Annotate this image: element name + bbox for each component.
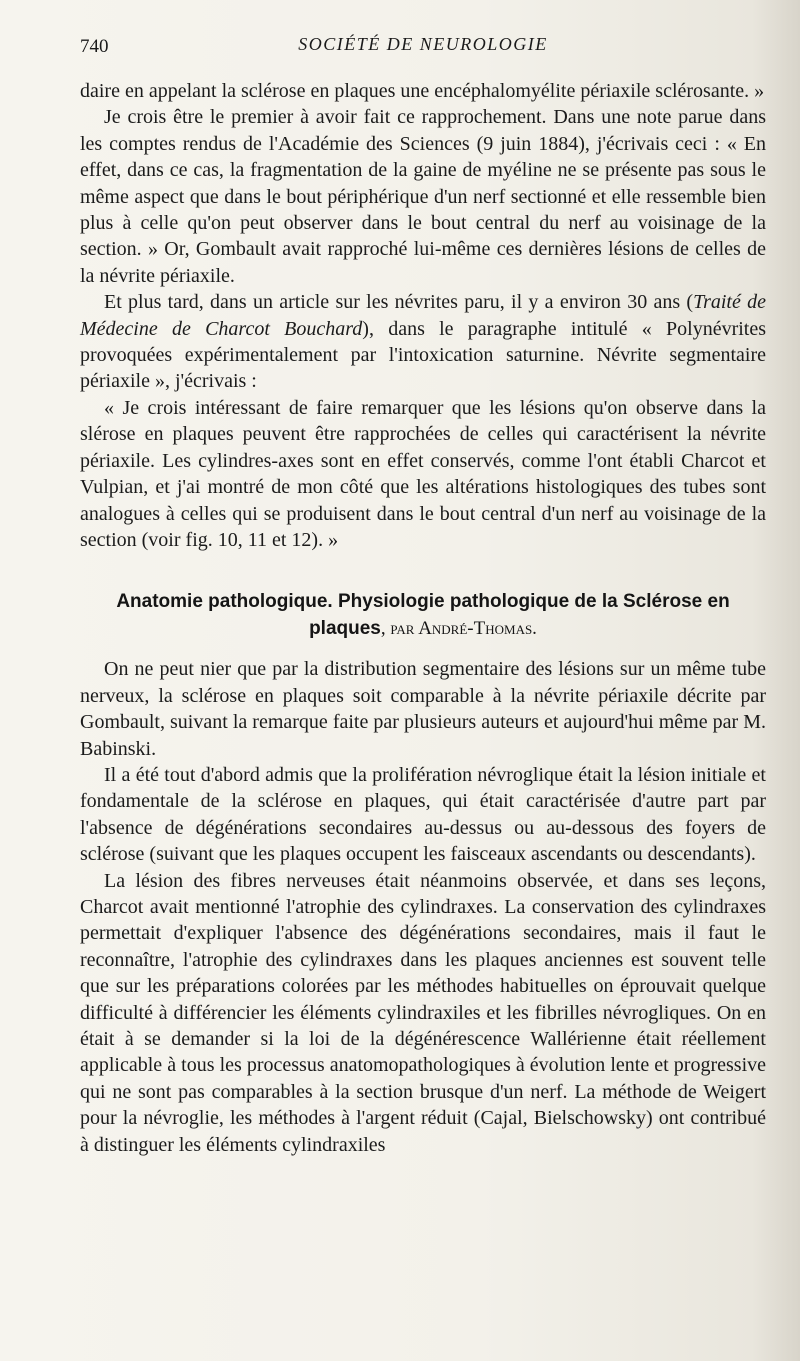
paragraph-6: Il a été tout d'abord admis que la prolifération névroglique était la lésion initiale et fondamentale de la sclérose en plaques, qui était caractérisée d'autre part par l'absence de dégénérations secondaires au-dessus ou au-dessous des foyers de sclérose (suivant que les plaques occupent les faisceaux ascendants ou descendants).	[80, 763, 766, 866]
paragraph-3-text-start: Et plus tard, dans un article sur les névrites paru, il y a environ 30 ans (	[104, 291, 694, 314]
section-heading	[80, 588, 766, 642]
page-header	[80, 34, 766, 64]
page-number: 740	[80, 36, 109, 57]
body-text	[80, 78, 766, 1158]
paragraph-3	[80, 289, 766, 395]
paragraph-2: Je crois être le premier à avoir fait ce rapprochement. Dans une note parue dans les comptes rendus de l'Académie des Sciences (9 juin 1884), j'écrivais ceci : « En effet, dans ce cas, la fragmentation de la gaine de myéline ne se présente pas sous le même aspect que dans le bout périphérique d'un nerf sectionné et elle ressemble bien plus à celle qu'on peut observer dans le bout central du nerf au voisinage de la section. » Or, Gombault avait rapproché lui-même ces dernières lésions de celles de la névrite périaxile.	[80, 106, 766, 287]
paragraph-3-text-end: ), dans le paragraphe intitulé « Polynévrites provoquées expérimentalement par l'intoxication saturnine. Névrite segmentaire périaxile », j'écrivais :	[80, 317, 766, 393]
section-author: André-Thomas.	[418, 618, 537, 640]
running-title: SOCIÉTÉ DE NEUROLOGIE	[298, 34, 548, 54]
section-title: Anatomie pathologique. Physiologie pathologique de la Sclérose en plaques	[116, 591, 730, 640]
paragraph-5: On ne peut nier que par la distribution segmentaire des lésions sur un même tube nerveux, la sclérose en plaques soit comparable à la névrite périaxile décrite par Gombault, suivant la remarque faite par plusieurs auteurs et aujourd'hui même par M. Babinski.	[80, 658, 766, 760]
paragraph-4-quotation: « Je crois intéressant de faire remarquer que les lésions qu'on observe dans la slérose en plaques peuvent être rapprochées de celles qui caractérisent la névrite périaxile. Les cylindres-axes sont en effet conservés, comme l'ont établi Charcot et Vulpian, et j'ai montré de mon côté que les altérations histologiques des tubes sont analogues à celles qui se produisent dans le bout central d'un nerf au voisinage de la section (voir fig. 10, 11 et 12). »	[80, 396, 766, 551]
paragraph-7: La lésion des fibres nerveuses était néanmoins observée, et dans ses leçons, Charcot avait mentionné l'atrophie des cylindraxes. La conservation des cylindraxes permettait d'expliquer l'absence des dégénérations secondaires, mais il faut le reconnaître, l'atrophie des cylindraxes dans les plaques anciennes est souvent telle que sur les préparations colorées par les méthodes habituelles on éprouvait quelque difficulté à différencier les éléments cylindraxiles et les fibrilles névrogliques. On en était à se demander si la loi de la dégénérescence Wallérienne était réellement applicable à tous les processus anatomopathologiques à évolution lente et progressive qui ne sont pas comparables à la section brusque d'un nerf. La méthode de Weigert pour la névroglie, les méthodes à l'argent réduit (Cajal, Bielschowsky) ont contribué à distinguer les éléments cylindraxiles	[80, 869, 766, 1156]
byline-prefix: , par	[380, 618, 419, 640]
book-title-citation: Traité de Médecine de Charcot Bouchard	[80, 291, 767, 340]
paragraph-1: daire en appelant la sclérose en plaques une encéphalomyélite périaxile sclérosante. »	[80, 80, 765, 102]
